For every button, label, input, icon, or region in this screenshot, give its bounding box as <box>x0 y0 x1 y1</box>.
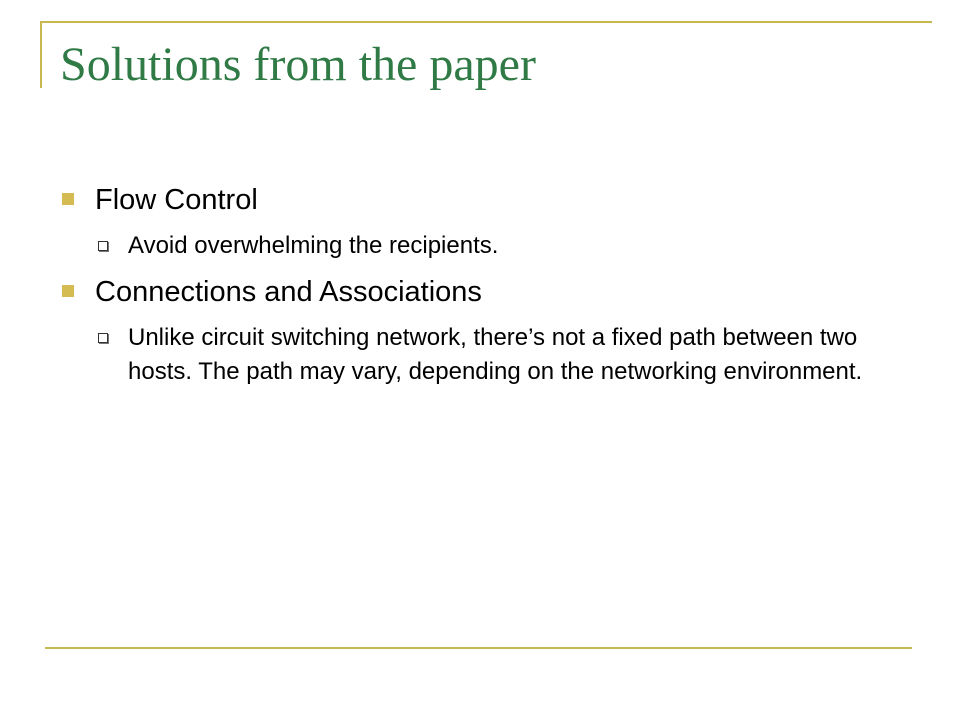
frame-bottom-rule <box>45 647 912 649</box>
square-bullet-icon <box>62 193 74 205</box>
sub-bullet-text: Avoid overwhelming the recipients. <box>128 232 499 259</box>
bullet-item-connections <box>60 267 910 317</box>
bullet-text: Connections and Associations <box>95 276 482 308</box>
frame-left-rule <box>40 21 42 88</box>
hollow-square-bullet-icon <box>98 333 108 343</box>
slide-body <box>60 175 910 393</box>
sub-bullet-item <box>60 321 910 389</box>
sub-bullet-item <box>60 229 910 263</box>
sub-bullet-text: Unlike circuit switching network, there’s not a fixed path between two hosts. The path may vary, depending on the networking environment. <box>128 324 863 385</box>
hollow-square-bullet-icon <box>98 241 108 251</box>
square-bullet-icon <box>62 285 74 297</box>
bullet-item-flow-control <box>60 175 910 225</box>
slide-title: Solutions from the paper <box>60 38 536 91</box>
frame-top-rule <box>40 21 932 23</box>
bullet-text: Flow Control <box>95 184 258 216</box>
